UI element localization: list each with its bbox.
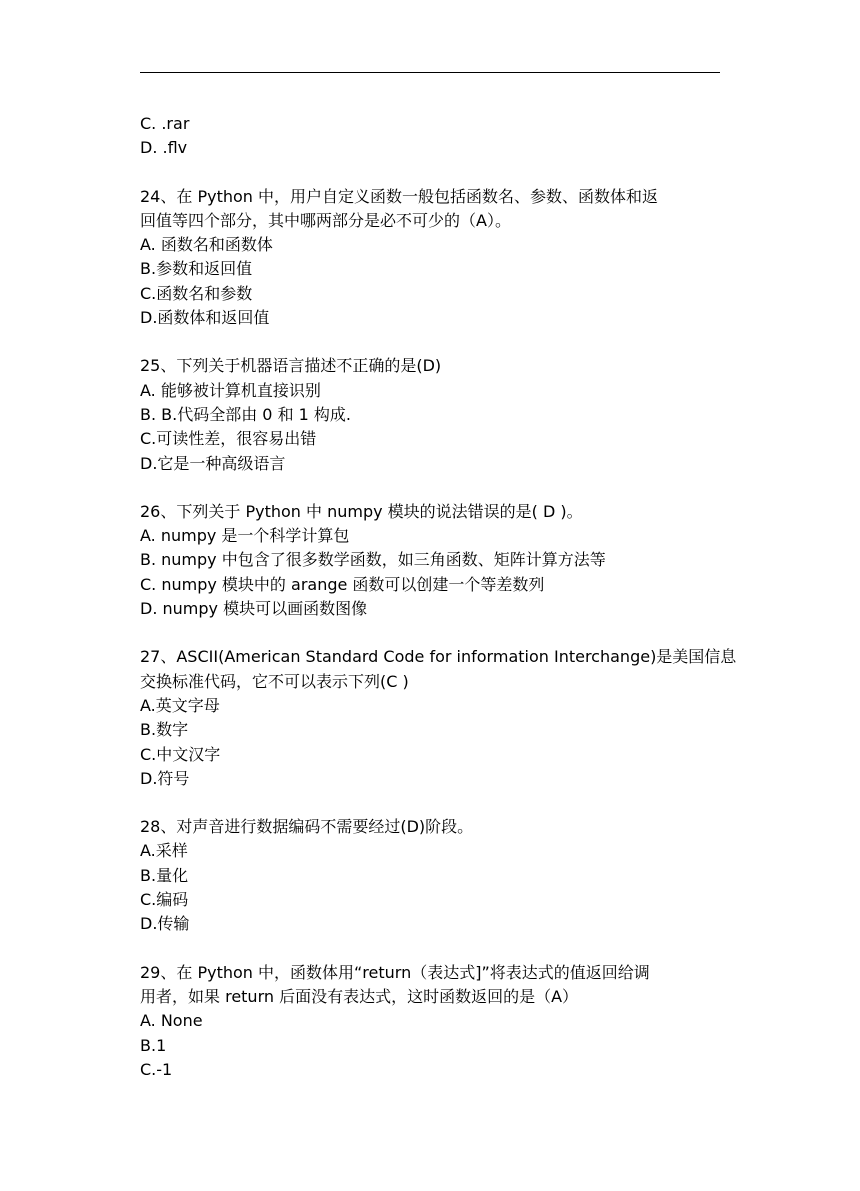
question-stem: 交换标准代码，它不可以表示下列(C ) (140, 671, 409, 691)
question-26 (140, 500, 720, 621)
question-stem: 27、ASCII(American Standard Code for information Interchange)是美国信息 (140, 647, 737, 667)
option-line: D.符号 (140, 768, 190, 788)
option-line: B. numpy 中包含了很多数学函数，如三角函数、矩阵计算方法等 (140, 550, 606, 570)
option-line: A. None (140, 1011, 203, 1031)
document-body (140, 112, 737, 1082)
option-line: B. B.代码全部由 0 和 1 构成. (140, 404, 352, 424)
option-line: A. 能够被计算机直接识别 (140, 380, 321, 400)
option-line: A.英文字母 (140, 695, 220, 715)
question-stem: 24、在 Python 中，用户自定义函数一般包括函数名、参数、函数体和返 (140, 186, 658, 206)
option-line: C.-1 (140, 1059, 173, 1079)
option-line: D. numpy 模块可以画函数图像 (140, 599, 368, 619)
option-line: B.量化 (140, 865, 189, 885)
question-stem: 28、对声音进行数据编码不需要经过(D)阶段。 (140, 817, 474, 837)
question-stem: 回值等四个部分，其中哪两部分是必不可少的（A）。 (140, 210, 511, 230)
question-28 (140, 815, 720, 936)
question-29 (140, 961, 720, 1082)
option-line: C.函数名和参数 (140, 283, 253, 303)
option-line: A.采样 (140, 841, 188, 861)
option-line: C. numpy 模块中的 arange 函数可以创建一个等差数列 (140, 574, 545, 594)
option-line: B.1 (140, 1035, 167, 1055)
option-line: A. numpy 是一个科学计算包 (140, 526, 350, 546)
option-line: C.中文汉字 (140, 744, 221, 764)
option-line: D.它是一种高级语言 (140, 453, 286, 473)
question-27 (140, 645, 737, 791)
option-line: C.可读性差，很容易出错 (140, 429, 317, 449)
question-25 (140, 354, 720, 475)
question-stem: 用者，如果 return 后面没有表达式，这时函数返回的是（A） (140, 986, 579, 1006)
question-stem: 26、下列关于 Python 中 numpy 模块的说法错误的是( D )。 (140, 501, 583, 521)
option-line: B.数字 (140, 720, 189, 740)
option-line: A. 函数名和函数体 (140, 235, 273, 255)
option-line: D.传输 (140, 914, 190, 934)
option-line: C.编码 (140, 890, 189, 910)
question-stem: 25、下列关于机器语言描述不正确的是(D) (140, 356, 442, 376)
option-line: B.参数和返回值 (140, 259, 253, 279)
question-24 (140, 185, 720, 331)
option-line: D. .flv (140, 138, 188, 158)
question-stem: 29、在 Python 中，函数体用“return（表达式]”将表达式的值返回给调 (140, 962, 650, 982)
header-rule (140, 72, 720, 73)
option-line: C. .rar (140, 114, 190, 133)
option-line: D.函数体和返回值 (140, 308, 270, 328)
